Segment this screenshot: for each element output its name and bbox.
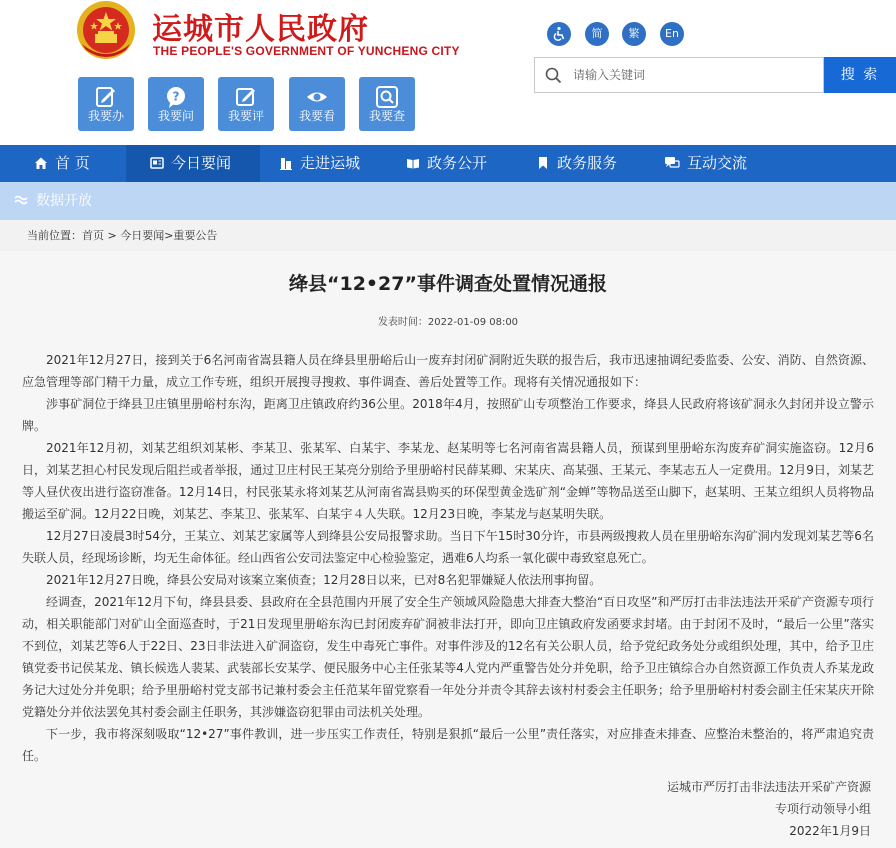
article-paragraph: 2021年12月27日，接到关于6名河南省嵩县籍人员在绛县里册峪后山一废弃封闭矿洞附近失联的报告后，我市迅速抽调纪委监委、公安、消防、自然资源、应急管理等部门精干力量，成立工作专班，组织开展搜寻搜救、事件调查、善后处置等工作。现将有关情况通报如下：	[22, 353, 874, 389]
search-input[interactable]	[573, 58, 818, 92]
nav-item-label: 数据开放	[36, 193, 92, 209]
quick-link-label: 我要看	[298, 109, 335, 123]
bookmark-icon	[536, 156, 550, 170]
quick-link-ask[interactable]	[148, 77, 204, 131]
breadcrumb[interactable]: 当前位置：首页 > 今日要闻>重要公告	[27, 229, 218, 242]
question-bubble-icon	[164, 85, 188, 109]
nav-item-data-open[interactable]	[14, 182, 92, 220]
article-paragraph: 下一步，我市将深刻吸取“12•27”事件教训，进一步压实工作责任，特别是狠抓“最后一公里”责任落实，对应排查未排查、应整治未整治的，将严肃追究责任。	[22, 727, 874, 763]
site-subtitle: THE PEOPLE'S GOVERNMENT OF YUNCHENG CITY	[153, 44, 460, 58]
signature-date: 2022年1月9日	[789, 824, 871, 838]
article-signature	[611, 776, 871, 842]
wheelchair-icon	[551, 26, 567, 42]
site-title[interactable]: 运城市人民政府	[152, 12, 369, 47]
article-container	[0, 251, 896, 848]
simplified-chinese-button[interactable]: 简	[585, 22, 609, 46]
nav-item-home[interactable]	[34, 145, 90, 182]
quick-link-label: 我要查	[368, 109, 405, 123]
nav-item-news[interactable]	[126, 145, 260, 182]
quick-link-label: 我要问	[157, 109, 194, 123]
quick-link-do-business[interactable]	[78, 77, 134, 131]
signature-line: 运城市严厉打击非法违法开采矿产资源	[666, 780, 871, 794]
traditional-chinese-button[interactable]: 繁	[622, 22, 646, 46]
main-nav	[0, 145, 896, 182]
article-body	[22, 349, 874, 767]
site-header	[0, 0, 896, 145]
english-button[interactable]: En	[660, 22, 684, 46]
magnifier-icon	[375, 85, 399, 109]
building-icon	[279, 156, 293, 170]
book-icon	[406, 156, 420, 170]
quick-link-view[interactable]	[289, 77, 345, 131]
nav-item-label: 政务服务	[557, 154, 618, 172]
nav-item-label: 互动交流	[687, 154, 748, 172]
nav-item-label: 首 页	[55, 154, 90, 172]
secondary-nav	[0, 182, 896, 220]
quick-link-evaluate[interactable]	[218, 77, 274, 131]
nav-item-gov-service[interactable]	[536, 145, 617, 182]
article-paragraph: 2021年12月27日晚，绛县公安局对该案立案侦查；12月28日以来，已对8名犯罪嫌疑人依法刑事拘留。	[46, 573, 602, 587]
nav-item-gov-affairs-open[interactable]	[406, 145, 487, 182]
nav-item-label: 今日要闻	[171, 154, 232, 172]
article-paragraph: 2021年12月初，刘某艺组织刘某彬、李某卫、张某军、白某宇、李某龙、赵某明等七名河南省嵩县籍人员，预谋到里册峪东沟废弃矿洞实施盗窃。12月6日，刘某艺担心村民发现后阻拦或者举报，通过卫庄村民王某亮分别给予里册峪村民薛某卿、宋某庆、高某强、王某元、李某志五人一定费用。12月9日，刘某艺等人昼伏夜出进行盗窃准备。12月14日，村民张某永将刘某艺从河南省嵩县购买的环保型黄金选矿剂“金蝉”等物品送至山脚下，赵某明、王某立组织人员将物品搬运至矿洞。12月22日晚，刘某艺、李某卫、张某军、白某宇４人失联。12月23日晚，李某龙与赵某明失联。	[22, 441, 874, 521]
quick-link-label: 我要办	[87, 109, 124, 123]
quick-link-search[interactable]	[359, 77, 415, 131]
article-title: 绛县“12•27”事件调查处置情况通报	[288, 273, 607, 295]
signature-line: 专项行动领导小组	[774, 802, 871, 816]
article-paragraph: 涉事矿洞位于绛县卫庄镇里册峪村东沟，距离卫庄镇政府约36公里。2018年4月，按照矿山专项整治工作要求，绛县人民政府将该矿洞永久封闭并设立警示牌。	[22, 397, 874, 433]
publish-time: 发表时间：2022-01-09 08:00	[377, 317, 519, 328]
breadcrumb-bar	[0, 220, 896, 251]
nav-item-label: 政务公开	[427, 154, 488, 172]
nav-item-about[interactable]	[279, 145, 360, 182]
news-icon	[150, 156, 164, 170]
eye-icon	[305, 85, 329, 109]
edit-document-icon	[94, 85, 118, 109]
article-paragraph: 12月27日凌晨3时54分，王某立、刘某艺家属等人到绛县公安局报警求助。当日下午15时30分许，市县两级搜救人员在里册峪东沟矿洞内发现刘某艺等6名失联人员，经现场诊断，均无生命体征。经山西省公安司法鉴定中心检验鉴定，遇难6人均系一氧化碳中毒致窒息死亡。	[22, 529, 874, 565]
svg-text:?: ?	[172, 89, 180, 104]
chat-icon	[664, 156, 680, 170]
accessibility-button[interactable]	[547, 22, 571, 46]
home-icon	[34, 156, 48, 170]
pencil-square-icon	[234, 85, 258, 109]
search-button[interactable]: 搜 索	[824, 57, 896, 93]
article-paragraph: 经调查，2021年12月下旬，绛县县委、县政府在全县范围内开展了安全生产领域风险隐患大排查大整治“百日攻坚”和严厉打击非法违法开采矿产资源专项行动，相关职能部门对矿山全面巡查时，于21日发现里册峪东沟已封闭废弃矿洞被非法打开，即向卫庄镇政府发函要求封堵。由于封闭不及时，“最后一公里”落实不到位，刘某艺等6人于22日、23日非法进入矿洞盗窃，发生中毒死亡事件。对事件涉及的12名有关公职人员，给予党纪政务处分或组织处理，其中，给予卫庄镇党委书记侯某龙、镇长候选人裴某、武装部长安某学、便民服务中心主任张某等4人党内严重警告处分并免职，给予卫庄镇综合办自然资源工作负责人乔某龙政务记大过处分并免职；给予里册峪村党支部书记兼村委会主任范某年留党察看一年处分并责令其辞去该村村委会主任职务；给予里册峪村村委会副主任宋某庆开除党籍处分并依法罢免其村委会副主任职务，其涉嫌盗窃犯罪由司法机关处理。	[22, 595, 875, 719]
national-emblem-icon	[74, 0, 138, 64]
quick-link-label: 我要评	[227, 109, 264, 123]
nav-item-interaction[interactable]	[664, 145, 747, 182]
nav-item-label: 走进运城	[300, 154, 361, 172]
data-wave-icon	[14, 193, 28, 207]
search-box	[534, 57, 824, 93]
search-icon	[545, 67, 562, 84]
